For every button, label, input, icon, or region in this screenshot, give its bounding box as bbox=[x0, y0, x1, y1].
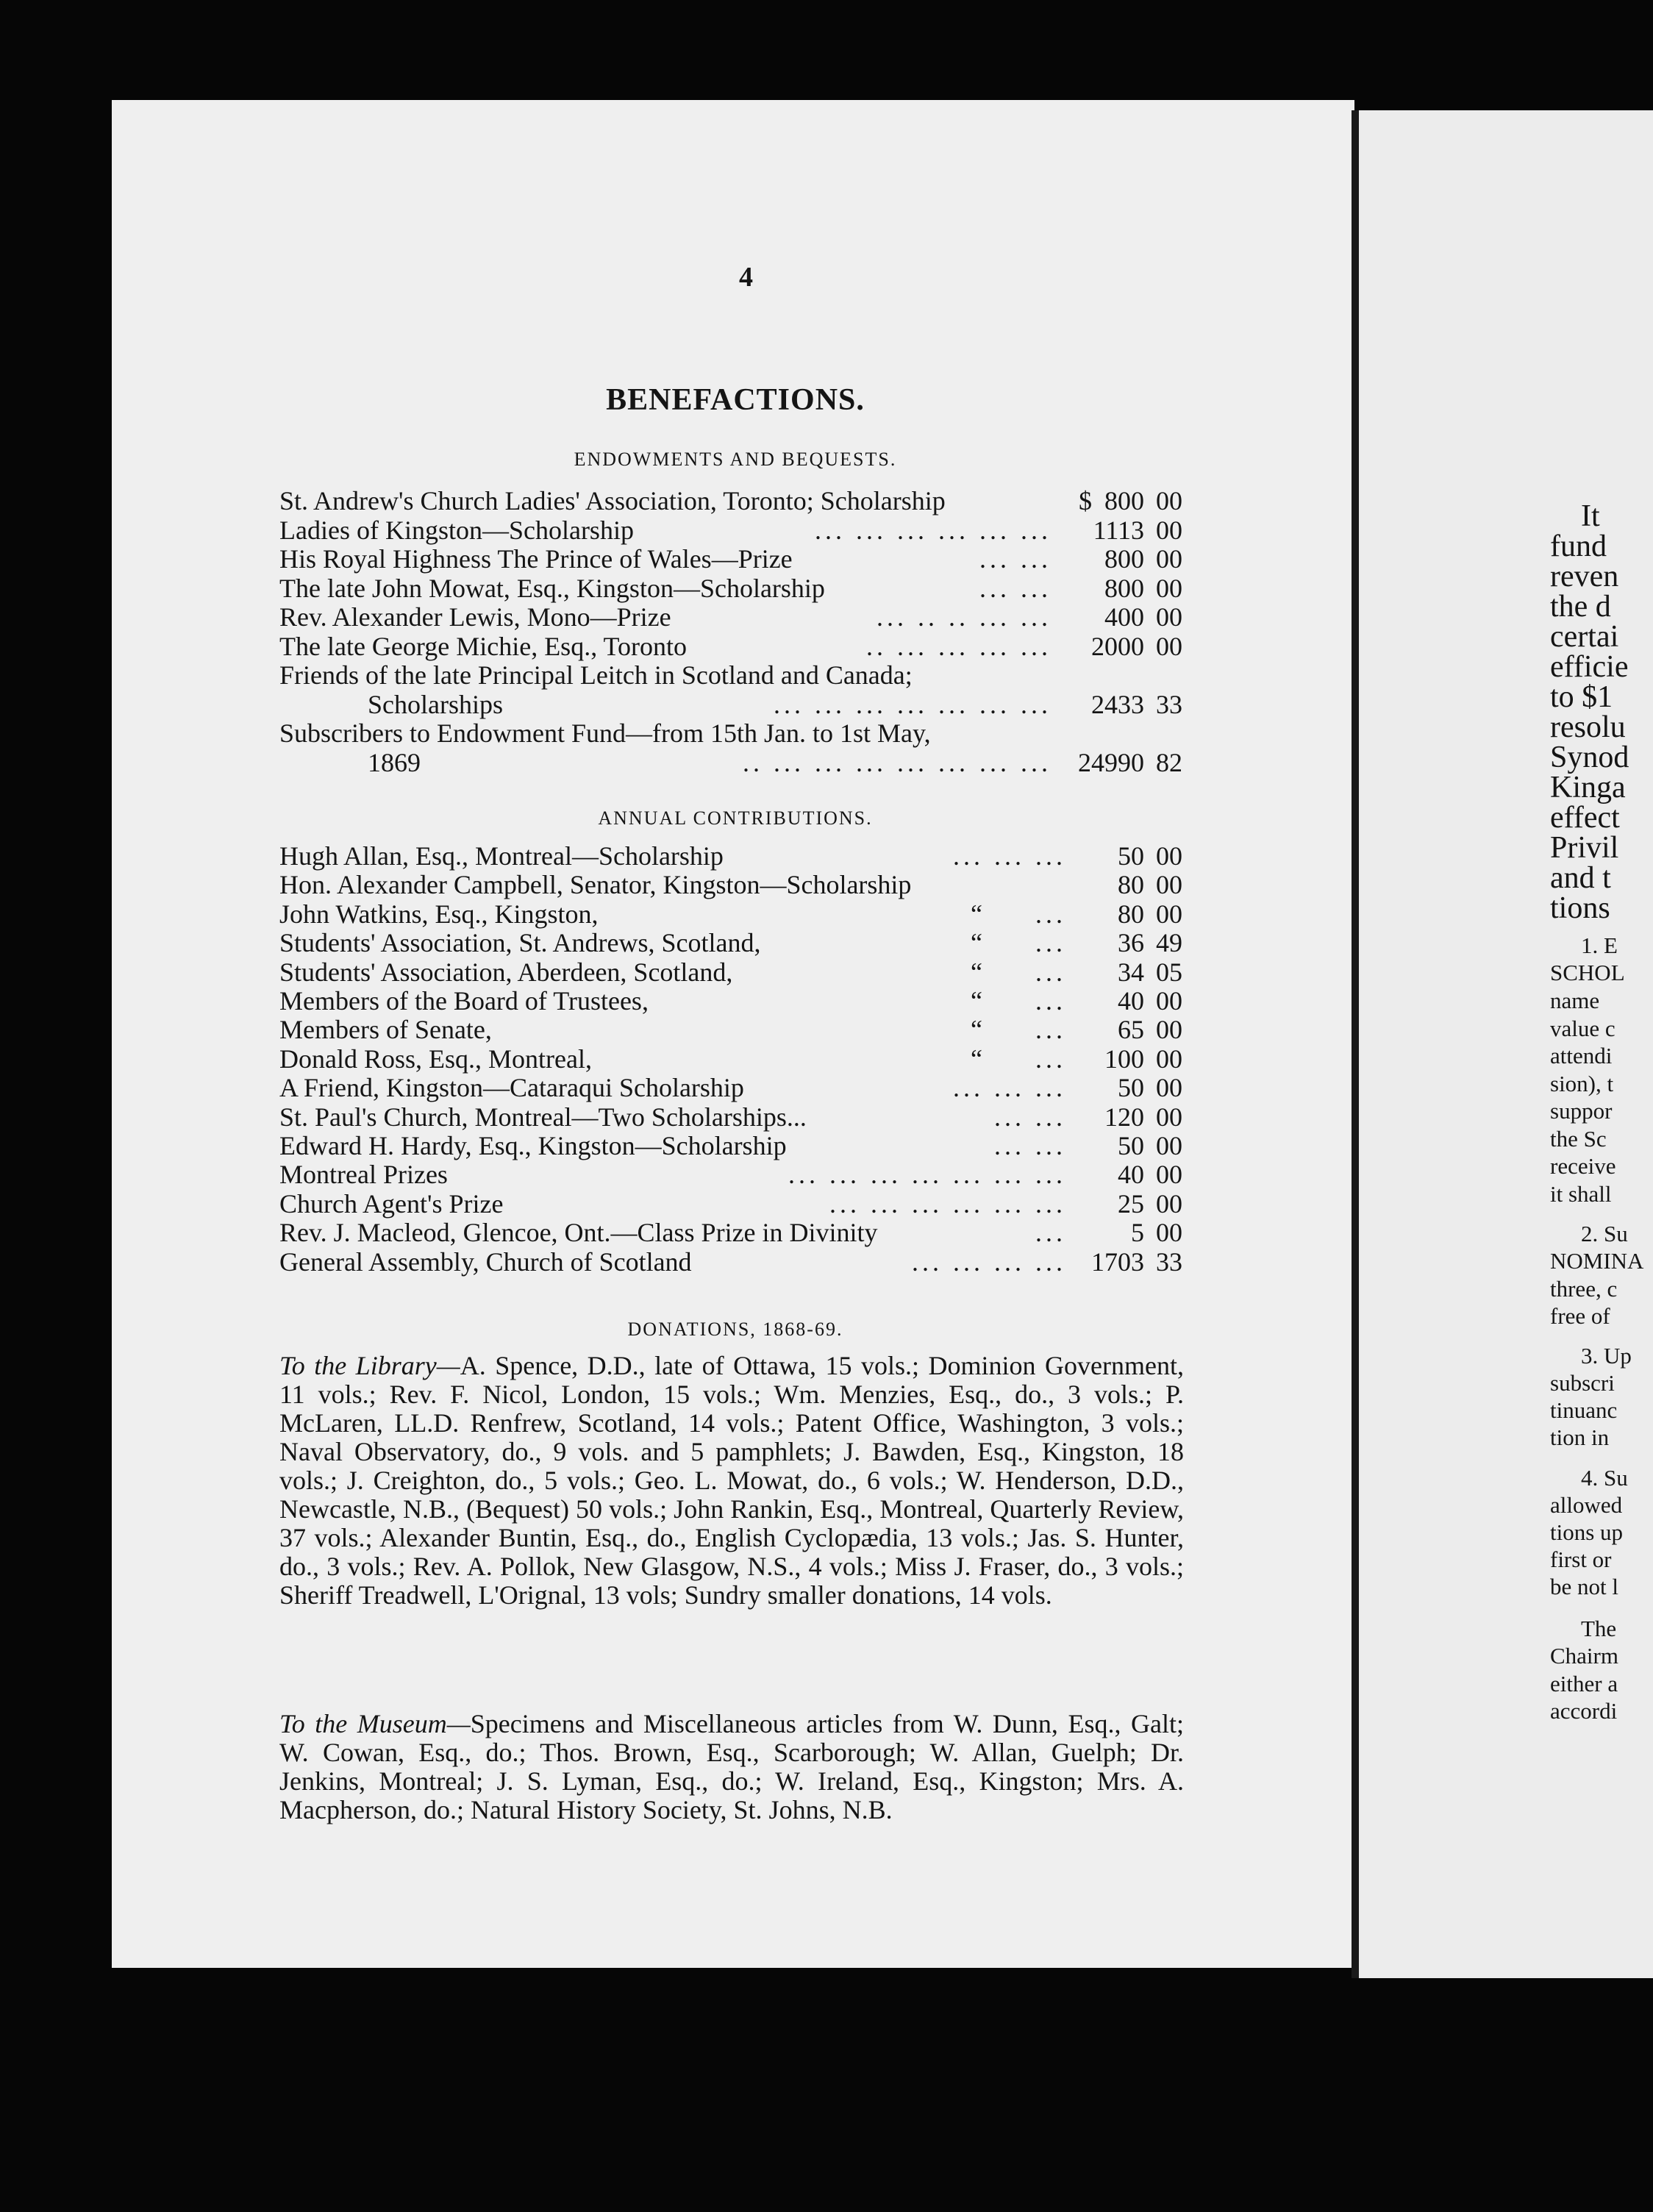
right-page-line: resolu bbox=[1550, 710, 1626, 744]
row-leader: ... ... ... ... bbox=[912, 1246, 1066, 1277]
row-description: Scholarships bbox=[368, 689, 503, 719]
row-description: A Friend, Kingston—Cataraqui Scholarship bbox=[279, 1073, 744, 1103]
row-cents: 00 bbox=[1156, 1015, 1182, 1045]
right-page-line: tion in bbox=[1550, 1424, 1610, 1450]
right-page-line: first or bbox=[1550, 1546, 1612, 1572]
right-page-line: effect bbox=[1550, 801, 1620, 835]
row-leader: ... ... ... bbox=[953, 841, 1066, 871]
row-description: St. Paul's Church, Montreal—Two Scholarships... bbox=[279, 1102, 807, 1132]
ditto-mark: “ bbox=[971, 1043, 982, 1074]
row-leader: ... ... ... ... ... ... ... bbox=[788, 1160, 1066, 1190]
right-page-line: sion), t bbox=[1550, 1071, 1614, 1096]
row-cents: 00 bbox=[1156, 486, 1182, 515]
row-amount: 5 bbox=[1131, 1218, 1144, 1248]
donations-heading: DONATIONS, 1868-69. bbox=[627, 1319, 843, 1340]
row-amount: 40 bbox=[1118, 1160, 1144, 1190]
annual-row bbox=[279, 1043, 1191, 1073]
row-amount: 2433 bbox=[1091, 689, 1144, 719]
ditto-mark: “ bbox=[971, 986, 982, 1016]
row-description: St. Andrew's Church Ladies' Association, Toronto; Scholarship bbox=[279, 486, 946, 515]
right-page-line: Chairm bbox=[1550, 1643, 1618, 1669]
row-description: Donald Ross, Esq., Montreal, bbox=[279, 1043, 592, 1074]
annual-row bbox=[279, 1072, 1191, 1102]
row-leader: ... bbox=[1035, 928, 1066, 958]
row-description: Subscribers to Endowment Fund—from 15th Jan. to 1st May, bbox=[279, 718, 931, 748]
row-description: Edward H. Hardy, Esq., Kingston—Scholarship bbox=[279, 1131, 787, 1160]
right-page-line: 1. E bbox=[1581, 932, 1618, 958]
row-description: Rev. Alexander Lewis, Mono—Prize bbox=[279, 602, 671, 632]
endowment-row bbox=[279, 515, 1191, 544]
row-description: The late John Mowat, Esq., Kingston—Scholarship bbox=[279, 573, 825, 603]
row-cents: 00 bbox=[1156, 841, 1182, 871]
row-description: Ladies of Kingston—Scholarship bbox=[279, 515, 634, 545]
row-amount: 25 bbox=[1118, 1188, 1144, 1219]
endowment-row bbox=[279, 602, 1191, 631]
right-page-line: NOMINA bbox=[1550, 1248, 1644, 1274]
row-description: General Assembly, Church of Scotland bbox=[279, 1246, 692, 1277]
annual-row bbox=[279, 957, 1191, 986]
right-page-line: suppor bbox=[1550, 1098, 1613, 1124]
row-cents: 00 bbox=[1156, 573, 1182, 603]
row-amount: 800 bbox=[1104, 486, 1144, 515]
right-page-line: value c bbox=[1550, 1016, 1615, 1041]
right-page-line: 2. Su bbox=[1581, 1221, 1628, 1246]
right-page-line: be not l bbox=[1550, 1574, 1618, 1599]
row-description: His Royal Highness The Prince of Wales—Prize bbox=[279, 544, 793, 574]
row-cents: 00 bbox=[1156, 1160, 1182, 1190]
row-amount: 120 bbox=[1104, 1102, 1144, 1132]
right-page-line: 3. Up bbox=[1581, 1343, 1632, 1369]
row-leader: ... ... ... ... ... ... bbox=[815, 515, 1052, 545]
library-text: A. Spence, D.D., late of Ottawa, 15 vols.; Dominion Government, 11 vols.; Rev. F. Nicol, London, 15 vols.; Wm. Menzies, Esq., do., 3 vols.; P. McLaren, LL.D. Renfrew, Scotland, 14 vols.; Patent Office, Washington, 3 vols.; Naval Observatory, do., 9 vols. and 5 pamphlets; J. Bawden, Esq., Kingston, 18 vols.; J. Creighton, do., 5 vols.; Geo. L. Mowat, do., 6 vols.; W. Henderson, D.D., Newcastle, N.B., (Bequest) 50 vols.; John Rankin, Esq., Montreal, Quarterly Review, 37 vols.; Alexander Buntin, Esq., do., English Cyclopædia, 13 vols.; Jas. S. Hunter, do., 3 vols.; Rev. A. Pollok, New Glasgow, N.S., 4 vols.; Miss J. Fraser, do., 3 vols.; Sheriff Treadwell, L'Orignal, 13 vols; Sundry smaller donations, 14 vols. bbox=[279, 1351, 1184, 1610]
row-cents: 00 bbox=[1156, 544, 1182, 574]
row-description: Church Agent's Prize bbox=[279, 1188, 504, 1219]
right-page-line: It bbox=[1581, 499, 1600, 533]
row-cents: 00 bbox=[1156, 1043, 1182, 1074]
endowment-row bbox=[279, 485, 1191, 515]
row-cents: 00 bbox=[1156, 515, 1182, 545]
row-cents: 00 bbox=[1156, 899, 1182, 929]
endowment-row bbox=[279, 631, 1191, 660]
row-leader: ... ... bbox=[994, 1131, 1066, 1160]
row-amount: 80 bbox=[1118, 899, 1144, 929]
row-amount: 24990 bbox=[1078, 747, 1144, 777]
row-cents: 05 bbox=[1156, 957, 1182, 987]
endowment-row bbox=[279, 718, 1191, 747]
right-page-line: Synod bbox=[1550, 741, 1629, 774]
right-page-line: efficie bbox=[1550, 650, 1629, 684]
right-page-line: allowed bbox=[1550, 1492, 1623, 1518]
row-leader: ... ... ... ... ... ... bbox=[829, 1188, 1066, 1219]
row-description: Members of Senate, bbox=[279, 1015, 492, 1045]
right-page-line: attendi bbox=[1550, 1043, 1613, 1068]
row-cents: 00 bbox=[1156, 1131, 1182, 1160]
page-number: 4 bbox=[739, 262, 753, 293]
annual-row bbox=[279, 869, 1191, 899]
right-page-line: tions up bbox=[1550, 1519, 1624, 1545]
right-page-line: free of bbox=[1550, 1303, 1610, 1329]
dollar-sign: $ bbox=[1079, 486, 1092, 515]
row-amount: 65 bbox=[1118, 1015, 1144, 1045]
row-amount: 40 bbox=[1118, 986, 1144, 1016]
annual-row bbox=[279, 1102, 1191, 1131]
row-leader: .. ... ... ... ... bbox=[866, 631, 1052, 661]
row-amount: 800 bbox=[1104, 573, 1144, 603]
row-leader: ... .. .. ... ... bbox=[877, 602, 1052, 632]
right-page-line: certai bbox=[1550, 620, 1619, 654]
annual-heading: ANNUAL CONTRIBUTIONS. bbox=[598, 807, 873, 829]
row-leader: ... ... bbox=[979, 573, 1052, 603]
row-cents: 49 bbox=[1156, 928, 1182, 958]
annual-row bbox=[279, 841, 1191, 870]
row-leader: ... bbox=[1035, 1015, 1066, 1045]
right-page-line: The bbox=[1581, 1616, 1617, 1641]
museum-donations bbox=[279, 1710, 1184, 1824]
row-description: 1869 bbox=[368, 747, 421, 777]
endowments-heading: ENDOWMENTS AND BEQUESTS. bbox=[574, 449, 897, 470]
right-page-line: 4. Su bbox=[1581, 1465, 1628, 1491]
right-page-line: receive bbox=[1550, 1153, 1616, 1179]
ditto-mark: “ bbox=[971, 1015, 982, 1045]
row-description: Students' Association, Aberdeen, Scotland, bbox=[279, 957, 733, 987]
annual-row bbox=[279, 1130, 1191, 1160]
row-leader: ... ... bbox=[979, 544, 1052, 574]
right-page-line: it shall bbox=[1550, 1181, 1612, 1207]
row-amount: 400 bbox=[1104, 602, 1144, 632]
right-page-line: accordi bbox=[1550, 1698, 1618, 1724]
row-cents: 00 bbox=[1156, 1073, 1182, 1103]
right-page-line: SCHOL bbox=[1550, 960, 1625, 985]
row-description: Students' Association, St. Andrews, Scotland, bbox=[279, 928, 761, 958]
row-cents: 00 bbox=[1156, 631, 1182, 661]
row-amount: 1703 bbox=[1091, 1246, 1144, 1277]
ditto-mark: “ bbox=[971, 928, 982, 958]
row-amount: 100 bbox=[1104, 1043, 1144, 1074]
right-page-line: the d bbox=[1550, 590, 1611, 624]
right-page-line: the Sc bbox=[1550, 1126, 1607, 1152]
museum-label: To the Museum— bbox=[279, 1709, 471, 1738]
annual-row bbox=[279, 927, 1191, 957]
row-amount: 36 bbox=[1118, 928, 1144, 958]
right-page-line: name bbox=[1550, 988, 1600, 1013]
annual-row bbox=[279, 899, 1191, 928]
row-leader: ... ... bbox=[994, 1102, 1066, 1132]
row-description: Montreal Prizes bbox=[279, 1160, 448, 1190]
row-cents: 33 bbox=[1156, 1246, 1182, 1277]
row-cents: 00 bbox=[1156, 1188, 1182, 1219]
row-leader: ... bbox=[1035, 1218, 1066, 1248]
page-title: BENEFACTIONS. bbox=[606, 383, 865, 417]
annual-row bbox=[279, 985, 1191, 1015]
ditto-mark: “ bbox=[971, 957, 982, 987]
row-leader: ... ... ... bbox=[953, 1073, 1066, 1103]
row-leader: ... bbox=[1035, 957, 1066, 987]
row-leader: ... bbox=[1035, 1043, 1066, 1074]
row-amount: 2000 bbox=[1091, 631, 1144, 661]
row-amount: 80 bbox=[1118, 870, 1144, 900]
library-label: To the Library— bbox=[279, 1351, 460, 1380]
row-amount: 50 bbox=[1118, 841, 1144, 871]
row-amount: 1113 bbox=[1093, 515, 1144, 545]
endowment-row bbox=[279, 747, 1191, 777]
row-cents: 00 bbox=[1156, 1102, 1182, 1132]
right-page-line: and t bbox=[1550, 861, 1611, 895]
endowment-row bbox=[279, 660, 1191, 689]
ditto-mark: “ bbox=[971, 899, 982, 929]
endowment-row bbox=[279, 573, 1191, 602]
row-description: Rev. J. Macleod, Glencoe, Ont.—Class Prize in Divinity bbox=[279, 1218, 878, 1248]
annual-row bbox=[279, 1246, 1191, 1276]
annual-row bbox=[279, 1217, 1191, 1246]
row-leader: ... bbox=[1035, 986, 1066, 1016]
row-amount: 50 bbox=[1118, 1131, 1144, 1160]
right-page-line: subscri bbox=[1550, 1370, 1615, 1396]
right-page-line: tinuanc bbox=[1550, 1397, 1618, 1423]
right-page-line: reven bbox=[1550, 560, 1619, 593]
annual-row bbox=[279, 1188, 1191, 1218]
row-description: Hon. Alexander Campbell, Senator, Kingston—Scholarship bbox=[279, 870, 912, 900]
right-page-line: either a bbox=[1550, 1671, 1618, 1697]
row-leader: .. ... ... ... ... ... ... ... bbox=[743, 747, 1052, 777]
row-cents: 00 bbox=[1156, 986, 1182, 1016]
row-description: Friends of the late Principal Leitch in Scotland and Canada; bbox=[279, 660, 913, 690]
row-description: John Watkins, Esq., Kingston, bbox=[279, 899, 599, 929]
right-page-line: fund bbox=[1550, 529, 1607, 563]
row-leader: ... ... ... ... ... ... ... bbox=[774, 689, 1052, 719]
row-amount: 800 bbox=[1104, 544, 1144, 574]
row-amount: 34 bbox=[1118, 957, 1144, 987]
right-page-line: to $1 bbox=[1550, 680, 1613, 714]
endowment-row bbox=[279, 543, 1191, 573]
row-description: Hugh Allan, Esq., Montreal—Scholarship bbox=[279, 841, 724, 871]
row-cents: 82 bbox=[1156, 747, 1182, 777]
endowment-row bbox=[279, 689, 1191, 718]
row-description: The late George Michie, Esq., Toronto bbox=[279, 631, 688, 661]
right-page-line: Privil bbox=[1550, 831, 1619, 865]
library-donations bbox=[279, 1352, 1184, 1610]
right-page-line: three, c bbox=[1550, 1276, 1618, 1302]
annual-row bbox=[279, 1159, 1191, 1188]
row-amount: 50 bbox=[1118, 1073, 1144, 1103]
row-cents: 00 bbox=[1156, 1218, 1182, 1248]
row-cents: 00 bbox=[1156, 602, 1182, 632]
row-cents: 00 bbox=[1156, 870, 1182, 900]
right-page-line: tions bbox=[1550, 891, 1610, 925]
museum-text: Specimens and Miscellaneous articles from W. Dunn, Esq., Galt; W. Cowan, Esq., do.; Thos. Brown, Esq., Scarborough; W. Allan, Guelph; Dr. Jenkins, Montreal; J. S. Lyman, Esq., do.; W. Ireland, Esq., Kingston; Mrs. A. Macpherson, do.; Natural History Society, St. Johns, N.B. bbox=[279, 1709, 1184, 1824]
row-description: Members of the Board of Trustees, bbox=[279, 986, 649, 1016]
annual-row bbox=[279, 1014, 1191, 1043]
right-page-line: Kinga bbox=[1550, 771, 1626, 804]
row-leader: ... bbox=[1035, 899, 1066, 929]
row-cents: 33 bbox=[1156, 689, 1182, 719]
